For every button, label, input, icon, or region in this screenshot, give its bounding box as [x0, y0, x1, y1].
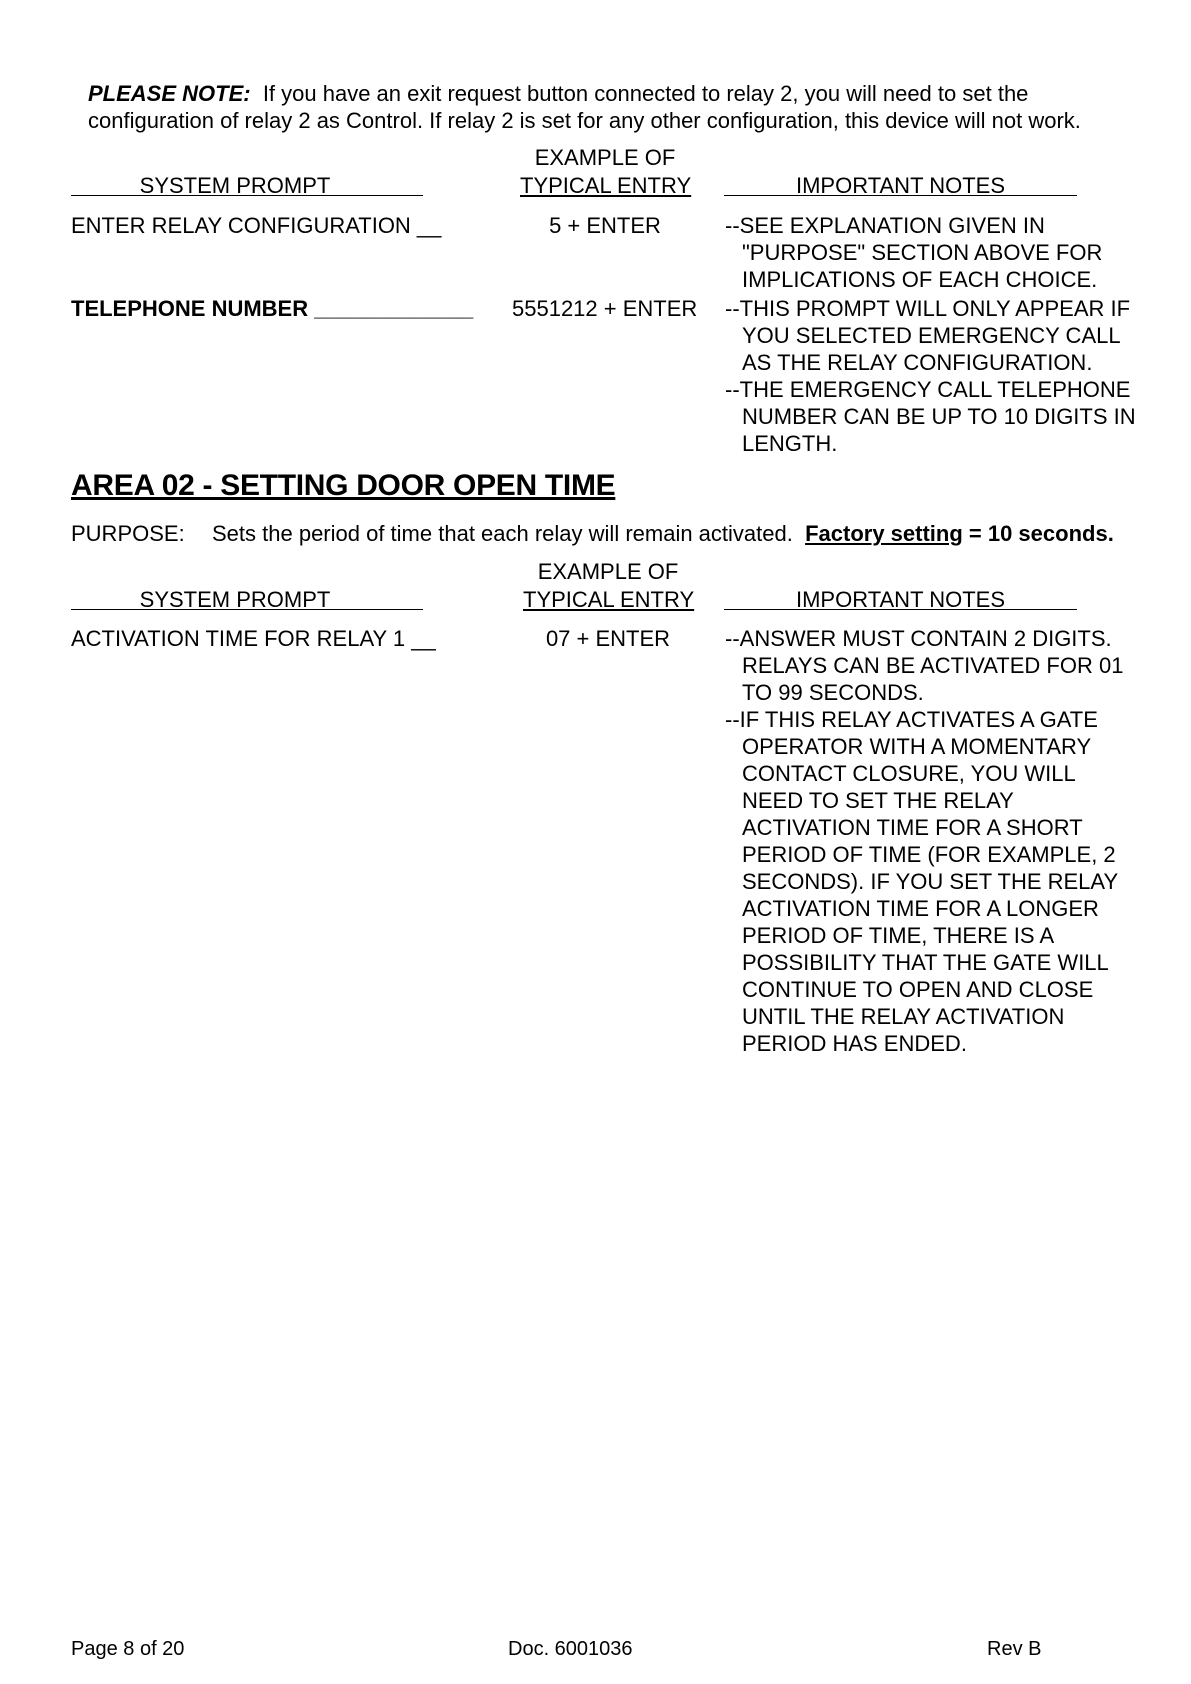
prompt-telephone-number: TELEPHONE NUMBER _____________: [71, 296, 474, 321]
factory-setting-label: Factory setting: [805, 521, 963, 546]
please-note-text-2: configuration of relay 2 as Control. If relay 2 is set for any other configuration, this device will not work.: [88, 108, 1081, 133]
purpose-line: [212, 520, 1114, 547]
header-important-notes: IMPORTANT NOTES: [795, 173, 1006, 198]
entry-telephone-number: 5551212 + ENTER: [512, 296, 698, 321]
notes-relay-configuration: [725, 212, 1145, 293]
entry-relay-configuration: 5 + ENTER: [549, 213, 661, 238]
purpose-text: Sets the period of time that each relay will remain activated.: [212, 521, 793, 546]
header-system-prompt: SYSTEM PROMPT: [139, 173, 331, 198]
please-note-text-1: If you have an exit request button connected to relay 2, you will need to set the: [262, 81, 1029, 106]
header-example-line-1: EXAMPLE OF: [534, 145, 676, 170]
prompt-relay-configuration: ENTER RELAY CONFIGURATION __: [71, 213, 442, 238]
header-example-line-2: TYPICAL ENTRY: [520, 173, 692, 198]
header-example-line-1-2: EXAMPLE OF: [537, 559, 679, 584]
header-example-line-2-2: TYPICAL ENTRY: [523, 587, 695, 612]
entry-activation-time-relay-1: 07 + ENTER: [545, 626, 671, 651]
footer-page-number: Page 8 of 20: [71, 1638, 185, 1660]
purpose-label: PURPOSE:: [71, 521, 185, 546]
header-system-prompt-2: SYSTEM PROMPT: [139, 587, 331, 612]
please-note-line-1: [88, 80, 1028, 107]
note-item: --IF THIS RELAY ACTIVATES A GATE OPERATOR WITH A MOMENTARY CONTACT CLOSURE, YOU WILL NEED TO SET THE RELAY ACTIVATION TIME FOR A SHORT PERIOD OF TIME (FOR EXAMPLE, 2 SECONDS). IF YOU SET THE RELAY ACTIVATION TIME FOR A LONGER PERIOD OF TIME, THERE IS A POSSIBILITY THAT THE GATE WILL CONTINUE TO OPEN AND CLOSE UNTIL THE RELAY ACTIVATION PERIOD HAS ENDED.: [725, 707, 1118, 1056]
section-heading-area-02: AREA 02 - SETTING DOOR OPEN TIME: [71, 469, 616, 502]
footer-revision: Rev B: [987, 1638, 1042, 1660]
factory-setting-value: = 10 seconds.: [962, 521, 1114, 546]
notes-telephone-number: [725, 295, 1145, 457]
note-item: --SEE EXPLANATION GIVEN IN "PURPOSE" SECTION ABOVE FOR IMPLICATIONS OF EACH CHOICE.: [725, 213, 1103, 292]
notes-activation-time-relay-1: [725, 625, 1130, 1057]
footer-doc-number: Doc. 6001036: [508, 1638, 633, 1660]
header-important-notes-2: IMPORTANT NOTES: [795, 587, 1006, 612]
note-item: --THIS PROMPT WILL ONLY APPEAR IF YOU SELECTED EMERGENCY CALL AS THE RELAY CONFIGURATION.: [725, 296, 1131, 375]
please-note-label: PLEASE NOTE:: [88, 81, 251, 106]
prompt-activation-time-relay-1: ACTIVATION TIME FOR RELAY 1 __: [71, 626, 436, 651]
note-item: --THE EMERGENCY CALL TELEPHONE NUMBER CAN BE UP TO 10 DIGITS IN LENGTH.: [725, 377, 1136, 456]
note-item: --ANSWER MUST CONTAIN 2 DIGITS. RELAYS CAN BE ACTIVATED FOR 01 TO 99 SECONDS.: [725, 626, 1124, 705]
